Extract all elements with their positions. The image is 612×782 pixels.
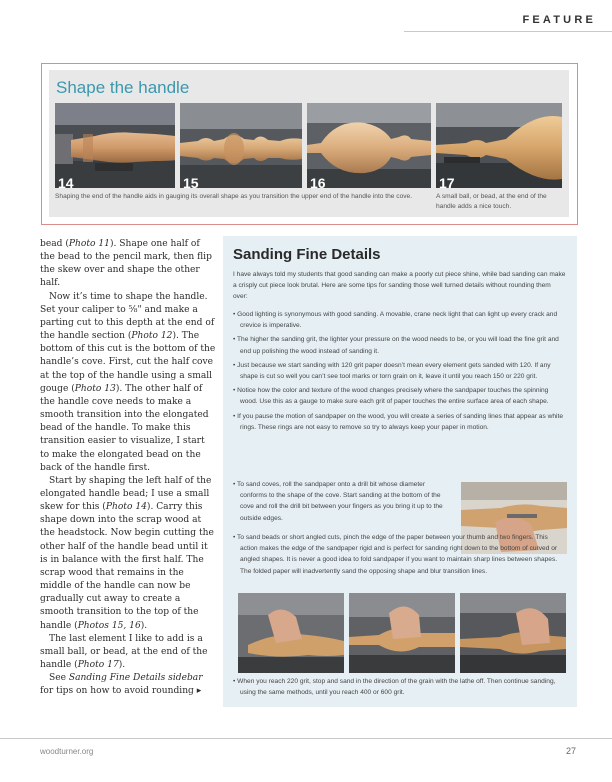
tip-item: • Good lighting is synonymous with good sanding. A movable, crane neck light that can light up every crack and crevice is imperative.: [233, 311, 558, 330]
shape-handle-panel: [49, 70, 569, 217]
text-run: ).: [140, 620, 148, 631]
tip-item: • The higher the sanding grit, the lighter your pressure on the wood needs to be, or you will load the fine grit and end up polishing the wood instead of sanding it.: [233, 336, 559, 355]
page-number: 27: [565, 746, 576, 756]
sanding-photo-2: [349, 593, 455, 673]
photo-number: 14: [58, 175, 74, 188]
sanding-photo-3: [460, 593, 566, 673]
emphasis-text: Photo 14: [105, 502, 147, 513]
text-run: ).: [118, 660, 126, 670]
shape-handle-box: [41, 63, 578, 225]
text-run: ). Shape one half of the bead to the pencil mark, then flip the skew over and shape the other half.: [40, 239, 212, 289]
footer-rule: [0, 738, 612, 739]
tip-item: • Notice how the color and texture of the wood changes precisely where the sandpaper touches the spinning wood. Use this as a gauge to make sure each grit of paper touches the entire surface area of each shape.: [233, 387, 549, 406]
emphasis-text: Photo 12: [131, 331, 173, 342]
header-rule: [404, 31, 612, 32]
tip-item: • Just because we start sanding with 120 grit paper doesn’t mean every element gets sanded with 120. If any shape is cut so well you can’t see tool marks or torn grain on it, leave it until you reach 150 or 220 grit.: [233, 361, 551, 381]
photo-14: [55, 103, 175, 188]
body-paragraph: [40, 633, 216, 672]
caption-photo-17: A small ball, or bead, at the end of the handle adds a nice touch.: [436, 193, 547, 210]
body-paragraph: [40, 291, 216, 475]
sidebar-title: Sanding Fine Details: [233, 246, 381, 263]
tip-item: • If you pause the motion of sandpaper on the wood, you will create a series of sanding lines that appear as white rings. These rings are not easy to remove so try to always keep your paper in motion.: [233, 412, 563, 431]
text-run: ). The bottom of this cut is the bottom of the handle’s cove. First, cut the half cove at the top of the handle using a small gouge (: [40, 331, 216, 394]
text-run: The last element I like to add is a small ball, or bead, at the end of the handle (: [40, 633, 208, 670]
caption-photos-14-16: Shaping the end of the handle aids in gauging its overall shape as you transition the upper end of the handle into the cove.: [55, 193, 413, 200]
tip-coves: • To sand coves, roll the sandpaper onto a drill bit whose diameter conforms to the shape of the cove. Start sanding at the bottom of the cove and roll the drill bit between your fingers as you bring it up to the outside edges.: [233, 481, 443, 522]
text-run: ). Carry this shape down into the scrap wood at the headstock. Now begin cutting the other half of the handle bead until it is in balance with the first half. The scrap wood that remains in the middle of the handle can now be gradually cut away to create a smooth transition to the top of the handle (: [40, 502, 214, 631]
emphasis-text: Photos 15, 16: [77, 620, 141, 631]
text-run: bead (: [40, 239, 69, 249]
photo-17: [436, 103, 562, 188]
tip-final: • When you reach 220 grit, stop and sand in the direction of the grain with the lathe off. Then continue sanding, using the same methods, until you reach 400 or 600 grit.: [233, 678, 556, 697]
sidebar-tips-top: [233, 309, 567, 433]
photo-number: 15: [183, 175, 199, 188]
emphasis-text: Photo 13: [74, 383, 116, 394]
photo-15: [180, 103, 302, 188]
sidebar-intro: I have always told my students that good sanding can make a poorly cut piece shine, while bad sanding can make a crisply cut piece look brutal. Here are some tips for sanding those well turned details without rounding them over:: [233, 271, 566, 301]
body-column: [40, 238, 216, 698]
body-paragraph: [40, 238, 216, 291]
feature-label: FEATURE: [522, 14, 596, 26]
text-run: ). The other half of the handle cove needs to make a smooth transition into the elongated bead of the handle. To make this transition easier to visualize, I start to make the elongated bead on the back of the handle first.: [40, 383, 209, 473]
text-run: for tips on how to avoid rounding ▸: [40, 686, 202, 697]
photo-number: 16: [310, 175, 326, 188]
emphasis-text: Photo 17: [77, 660, 119, 670]
emphasis-text: Sanding Fine Details sidebar: [68, 673, 203, 684]
text-run: See: [49, 673, 69, 684]
emphasis-text: Photo 11: [68, 239, 110, 249]
text-run: Now it’s time to shape the handle. Set your caliper to ⅝" and make a parting cut to this depth at the end of the handle section (: [40, 291, 215, 342]
body-paragraph: [40, 672, 216, 698]
photo-16: [307, 103, 431, 188]
footer-site-link[interactable]: woodturner.org: [40, 747, 94, 756]
sanding-photo-1: [238, 593, 344, 673]
tip-beads: • To sand beads or short angled cuts, pinch the edge of the paper between your thumb and two fingers. This action makes the edge of the sandpaper rigid and is perfect for sanding right down to the bottom of curved or angled shapes. It is never a good idea to fold sandpaper if you want to maintain sharp lines between shapes. The folded paper will inadvertently sand the opposing shape and blur transition lines.: [233, 534, 558, 575]
sanding-sidebar: [223, 236, 577, 707]
shape-handle-title: Shape the handle: [56, 78, 190, 97]
text-run: Start by shaping the left half of the elongated handle bead; I use a small skew for this (: [40, 475, 212, 513]
photo-number: 17: [439, 175, 455, 188]
body-paragraph: [40, 475, 216, 633]
